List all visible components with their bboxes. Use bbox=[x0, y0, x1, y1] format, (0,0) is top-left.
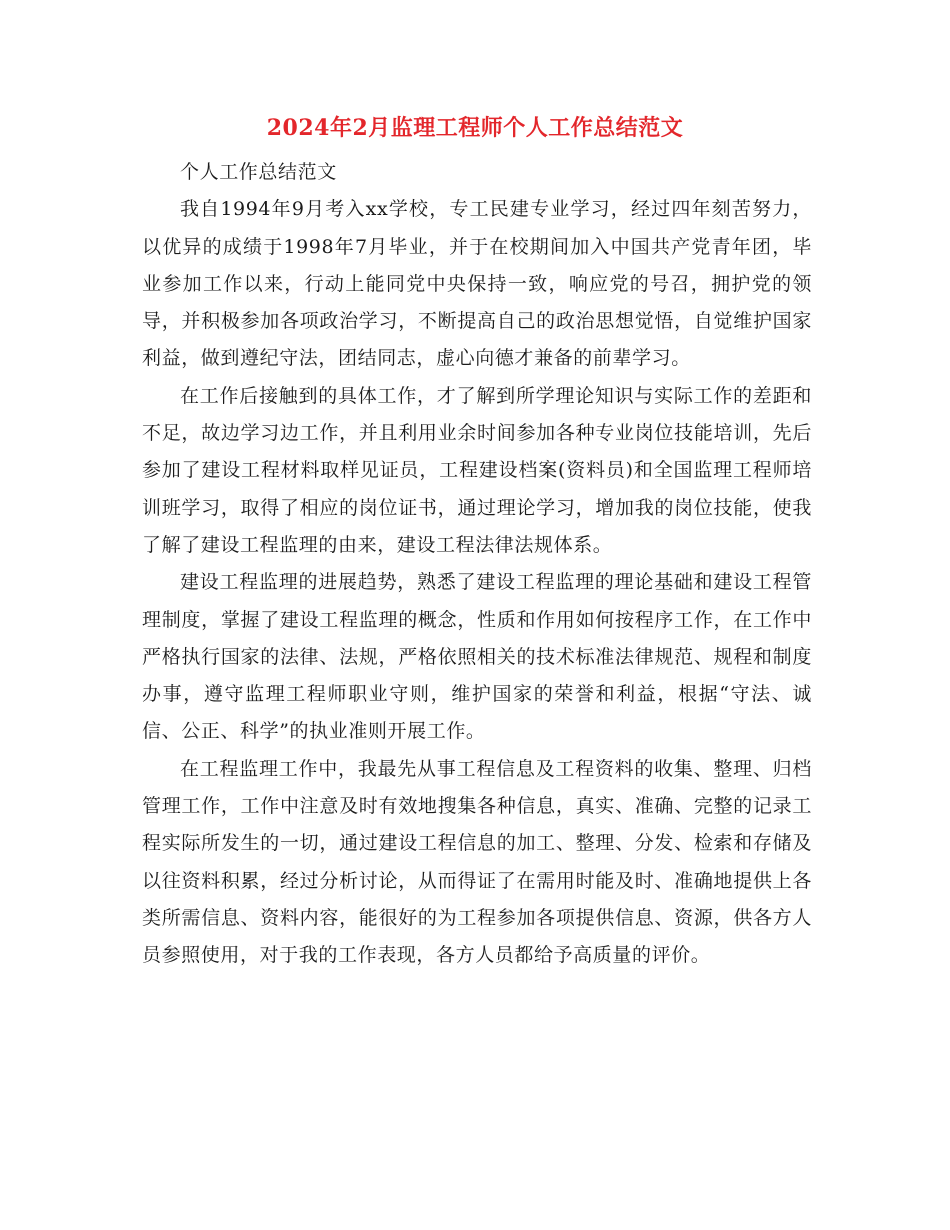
document-body bbox=[142, 154, 812, 975]
document-title: 2024年2月监理工程师个人工作总结范文 bbox=[266, 115, 684, 141]
paragraph-1: 我自1994年9月考入xx学校，专工民建专业学习，经过四年刻苦努力，以优异的成绩于1998年7月毕业，并于在校期间加入中国共产党青年团，毕业参加工作以来，行动上能同党中央保持一致，响应党的号召，拥护党的领导，并积极参加各项政治学习，不断提高自己的政治思想觉悟，自觉维护国家利益，做到遵纪守法，团结同志，虚心向德才兼备的前辈学习。 bbox=[142, 198, 812, 370]
paragraph-3: 建设工程监理的进展趋势，熟悉了建设工程监理的理论基础和建设工程管理制度，掌握了建设工程监理的概念，性质和作用如何按程序工作，在工作中严格执行国家的法律、法规，严格依照相关的技术标准法律规范、规程和制度办事，遵守监理工程师职业守则，维护国家的荣誉和利益，根据“守法、诚信、公正、科学”的执业准则开展工作。 bbox=[142, 571, 812, 743]
paragraph-2: 在工作后接触到的具体工作，才了解到所学理论知识与实际工作的差距和不足，故边学习边工作，并且利用业余时间参加各种专业岗位技能培训，先后参加了建设工程材料取样见证员，工程建设档案(资料员)和全国监理工程师培训班学习，取得了相应的岗位证书，通过理论学习，增加我的岗位技能，使我了解了建设工程监理的由来，建设工程法律法规体系。 bbox=[142, 384, 812, 556]
document-subtitle: 个人工作总结范文 bbox=[180, 161, 337, 183]
paragraph-4: 在工程监理工作中，我最先从事工程信息及工程资料的收集、整理、归档管理工作，工作中注意及时有效地搜集各种信息，真实、准确、完整的记录工程实际所发生的一切，通过建设工程信息的加工、整理、分发、检索和存储及以往资料积累，经过分析讨论，从而得证了在需用时能及时、准确地提供上各类所需信息、资料内容，能很好的为工程参加各项提供信息、资源，供各方人员参照使用，对于我的工作表现，各方人员都给予高质量的评价。 bbox=[142, 757, 812, 967]
